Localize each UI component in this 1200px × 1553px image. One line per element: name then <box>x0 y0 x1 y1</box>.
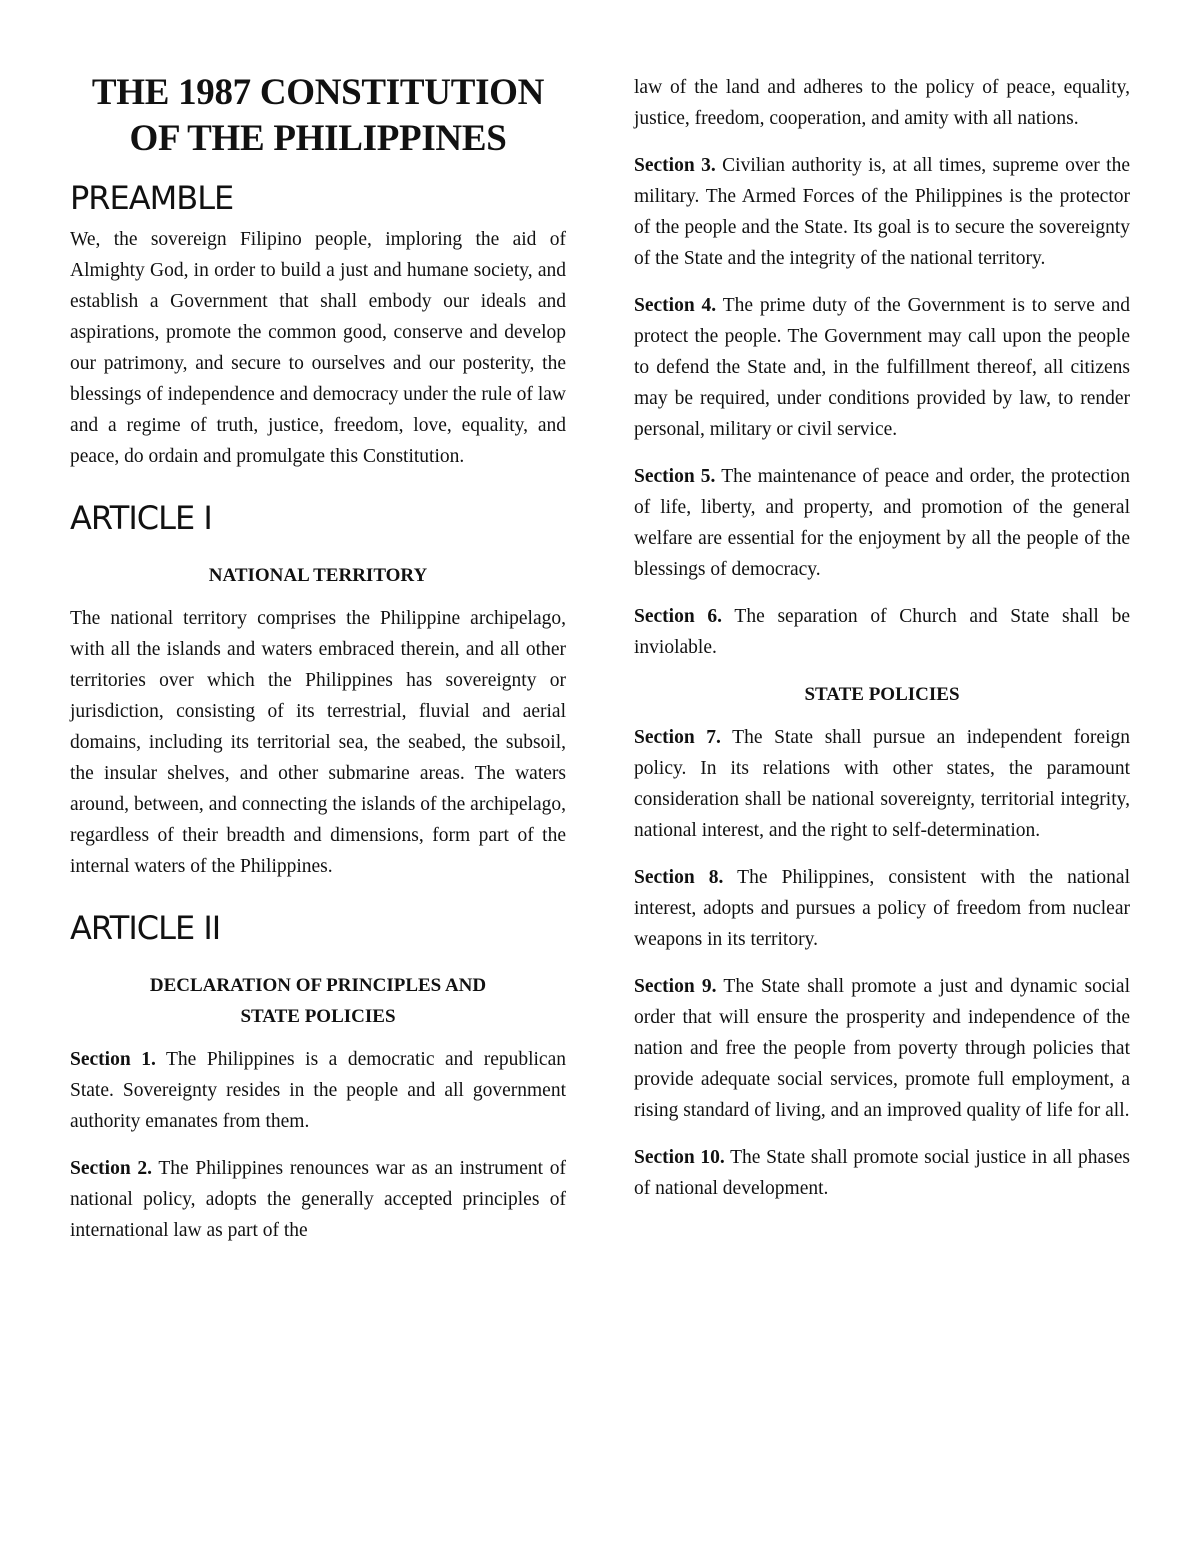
article-1-subheading <box>70 560 566 591</box>
section-8 <box>634 862 1130 955</box>
article-2-subheading-line-2: STATE POLICIES <box>240 1006 396 1027</box>
section-10-label: Section 10. <box>634 1147 725 1168</box>
section-7-text: The State shall pursue an independent foreign policy. In its relations with other states, the paramount consideration shall be national sovereignty, territorial integrity, national interest, and the right to self-determination. <box>634 727 1130 841</box>
state-policies-heading: STATE POLICIES <box>804 684 960 705</box>
section-2-text: The Philippines renounces war as an instrument of national policy, adopts the generally accepted principles of international law as part of the <box>70 1158 566 1241</box>
section-4-label: Section 4. <box>634 295 717 316</box>
preamble-heading: PREAMBLE <box>70 179 234 217</box>
section-8-label: Section 8. <box>634 867 724 888</box>
section-2 <box>70 1153 566 1246</box>
section-8-text: The Philippines, consistent with the national interest, adopts and pursues a policy of freedom from nuclear weapons in its territory. <box>634 867 1130 950</box>
section-10-text: The State shall promote social justice in all phases of national development. <box>634 1147 1131 1199</box>
document-title-line-1: THE 1987 CONSTITUTION <box>91 72 545 113</box>
section-7 <box>634 722 1130 846</box>
right-column <box>634 72 1130 1220</box>
section-7-label: Section 7. <box>634 727 721 748</box>
section-4 <box>634 290 1130 445</box>
section-6-text: The separation of Church and State shall be inviolable. <box>634 606 1130 658</box>
left-column <box>70 70 566 1262</box>
section-6 <box>634 601 1130 663</box>
section-2-label: Section 2. <box>70 1158 152 1179</box>
section-9-text: The State shall promote a just and dynamic social order that will ensure the prosperity and independence of the nation and free the people from poverty through policies that provide adequate social services, promote full employment, a rising standard of living, and an improved quality of life for all. <box>634 976 1131 1121</box>
section-2-continued: law of the land and adheres to the policy of peace, equality, justice, freedom, cooperation, and amity with all nations. <box>634 77 1130 129</box>
article-2-subheading <box>70 970 566 1032</box>
article-2-heading: ARTICLE II <box>70 909 221 947</box>
section-3-label: Section 3. <box>634 155 716 176</box>
section-9-label: Section 9. <box>634 976 717 997</box>
section-5-text: The maintenance of peace and order, the protection of life, liberty, and property, and promotion of the general welfare are essential for the enjoyment by all the people of the blessings of democracy. <box>634 466 1130 580</box>
section-3 <box>634 150 1130 274</box>
article-2-subheading-line-1: DECLARATION OF PRINCIPLES AND <box>149 975 487 996</box>
article-1-text: The national territory comprises the Philippine archipelago, with all the islands and waters embraced therein, and all other territories over which the Philippines has sovereignty or jurisdiction, consisting of its terrestrial, fluvial and aerial domains, including its territorial sea, the seabed, the subsoil, the insular shelves, and other submarine areas. The waters around, between, and connecting the islands of the archipelago, regardless of their breadth and dimensions, form part of the internal waters of the Philippines. <box>70 608 566 877</box>
section-6-label: Section 6. <box>634 606 723 627</box>
section-4-text: The prime duty of the Government is to serve and protect the people. The Government may call upon the people to defend the State and, in the fulfillment thereof, all citizens may be required, under conditions provided by law, to render personal, military or civil service. <box>634 295 1130 440</box>
section-1-label: Section 1. <box>70 1049 156 1070</box>
section-1-text: The Philippines is a democratic and republican State. Sovereignty resides in the people and all government authority emanates from them. <box>70 1049 566 1132</box>
document-title <box>70 70 566 162</box>
article-1-heading: ARTICLE I <box>70 499 212 537</box>
preamble-text: We, the sovereign Filipino people, imploring the aid of Almighty God, in order to build a just and humane society, and establish a Government that shall embody our ideals and aspirations, promote the common good, conserve and develop our patrimony, and secure to ourselves and our posterity, the blessings of independence and democracy under the rule of law and a regime of truth, justice, freedom, love, equality, and peace, do ordain and promulgate this Constitution. <box>70 229 566 467</box>
section-1 <box>70 1044 566 1137</box>
section-3-text: Civilian authority is, at all times, supreme over the military. The Armed Forces of the Philippines is the protector of the people and the State. Its goal is to secure the sovereignty of the State and the integrity of the national territory. <box>634 155 1130 269</box>
section-10 <box>634 1142 1130 1204</box>
section-9 <box>634 971 1130 1126</box>
document-title-line-2: OF THE PHILIPPINES <box>129 118 507 159</box>
section-5-label: Section 5. <box>634 466 716 487</box>
section-5 <box>634 461 1130 585</box>
national-territory-heading: NATIONAL TERRITORY <box>208 565 428 586</box>
